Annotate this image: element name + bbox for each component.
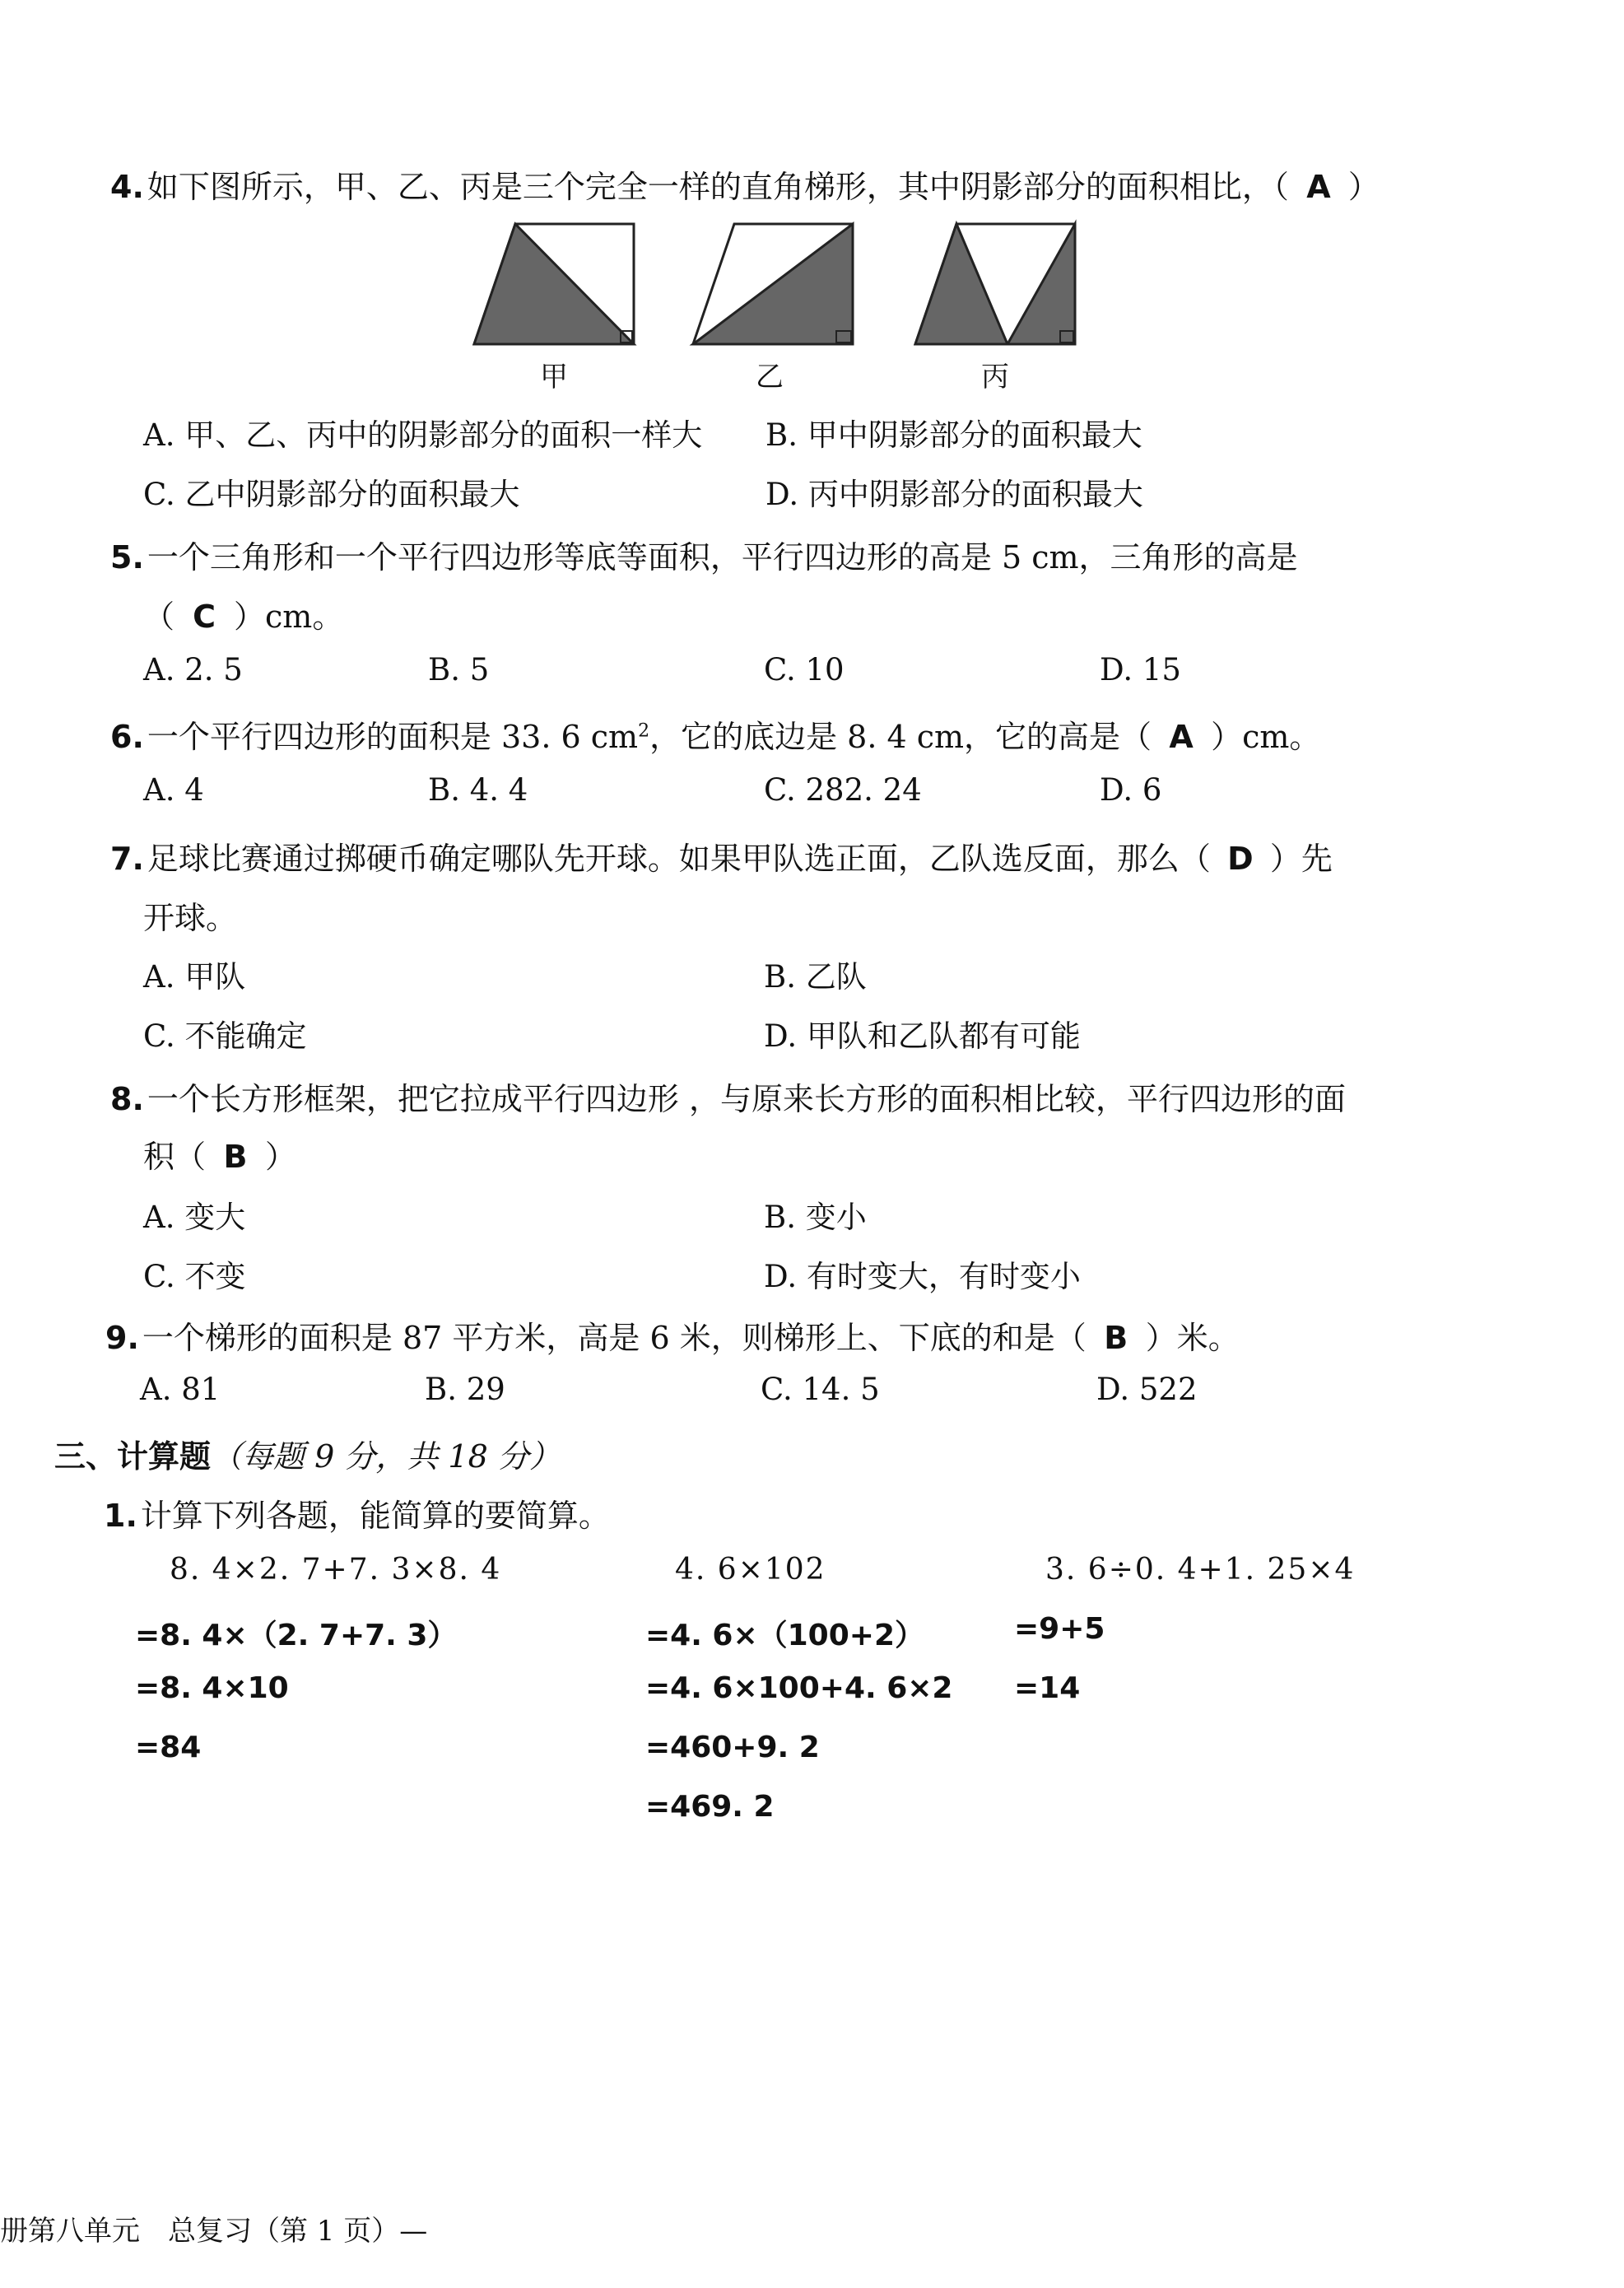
q7-option-c: C. 不能确定 — [143, 1018, 307, 1054]
q8-stem-line1: 8. 一个长方形框架，把它拉成平行四边形 ，与原来长方形的面积相比较，平行四边形的面 — [110, 1081, 1346, 1117]
calc-col1-step3: =84 — [135, 1731, 202, 1764]
calc-col2-step4: =469. 2 — [645, 1790, 775, 1824]
calc-col2-step2: =4. 6×100+4. 6×2 — [645, 1671, 953, 1705]
q6-stem: 6. 一个平行四边形的面积是 33. 6 $cm^2$，它的底边是 8. 4 cm，它的高是（ A ）cm。 — [110, 719, 1321, 755]
calc-number: 1. — [104, 1498, 137, 1534]
q8-option-c: C. 不变 — [143, 1259, 246, 1294]
q9-option-a: A. 81 — [140, 1372, 221, 1407]
q8-stem-line2: 积（ B ） — [143, 1139, 297, 1175]
q4-text: 如下图所示，甲、乙、丙是三个完全一样的直角梯形，其中阴影部分的面积相比， — [147, 169, 1273, 205]
q8-answer: B — [223, 1139, 248, 1175]
q6-number: 6. — [110, 719, 144, 755]
figure-label-jia: 甲 — [540, 361, 568, 394]
q8-option-a: A. 变大 — [143, 1200, 246, 1235]
q5-stem-line1: 5. 一个三角形和一个平行四边形等底等面积，平行四边形的高是 5 cm，三角形的高是 — [110, 539, 1298, 575]
q5-option-c: C. 10 — [764, 652, 845, 687]
q4-stem: 4. 如下图所示，甲、乙、丙是三个完全一样的直角梯形，其中阴影部分的面积相比，（ A ） — [110, 169, 1380, 205]
q4-option-d: D. 丙中阴影部分的面积最大 — [765, 477, 1143, 512]
q4-option-a: A. 甲、乙、丙中的阴影部分的面积一样大 — [143, 417, 703, 453]
calc-instruction: 1. 计算下列各题，能简算的要简算。 — [104, 1498, 610, 1534]
figure-bing — [915, 224, 1075, 344]
figure-yi — [693, 224, 853, 344]
section3-heading — [54, 1431, 561, 1476]
q6-option-a: A. 4 — [143, 772, 204, 808]
calc-col1-step1: =8. 4×（2. 7+7. 3） — [135, 1619, 458, 1652]
calc-col1-expr: 8. 4×2. 7+7. 3×8. 4 — [170, 1553, 502, 1587]
page-footer: 册第八单元 总复习（第 1 页）— — [0, 2215, 428, 2248]
q9-option-d: D. 522 — [1096, 1372, 1198, 1407]
q5-answer: C — [193, 599, 216, 635]
q9-option-b: B. 29 — [425, 1372, 505, 1407]
q5-option-d: D. 15 — [1100, 652, 1181, 687]
q7-answer: D — [1227, 841, 1254, 877]
q6-option-c: C. 282. 24 — [764, 772, 922, 808]
q4-option-b: B. 甲中阴影部分的面积最大 — [765, 417, 1142, 453]
q9-option-c: C. 14. 5 — [761, 1372, 880, 1407]
q4-answer: A — [1306, 169, 1331, 205]
q5-number: 5. — [110, 539, 144, 575]
calc-col2-step1: =4. 6×（100+2） — [645, 1619, 924, 1652]
section3-note: （每题 9 分，共 18 分） — [211, 1438, 561, 1475]
q6-option-d: D. 6 — [1100, 772, 1162, 808]
q5-stem-line2: （ C ）cm。 — [143, 599, 344, 635]
q9-stem: 9. 一个梯形的面积是 87 平方米，高是 6 米，则梯形上、下底的和是（ B ）米。 — [105, 1320, 1240, 1356]
q4-number: 4. — [110, 169, 144, 205]
q8-option-b: B. 变小 — [764, 1200, 867, 1235]
calc-col2-expr: 4. 6×102 — [675, 1553, 826, 1587]
q7-option-b: B. 乙队 — [764, 959, 867, 995]
calc-col3-step2: =14 — [1014, 1671, 1081, 1705]
q5-option-a: A. 2. 5 — [143, 652, 243, 687]
q6-answer: A — [1169, 719, 1194, 755]
calc-col3-step1: =9+5 — [1014, 1612, 1105, 1646]
calc-col3-expr: 3. 6÷0. 4+1. 25×4 — [1045, 1553, 1356, 1587]
q9-number: 9. — [105, 1320, 139, 1356]
q8-number: 8. — [110, 1081, 144, 1117]
q7-stem-line1: 7. 足球比赛通过掷硬币确定哪队先开球。如果甲队选正面，乙队选反面，那么（ D ）先 — [110, 841, 1333, 877]
q9-answer: B — [1104, 1320, 1128, 1356]
q7-option-a: A. 甲队 — [143, 959, 246, 995]
q4-option-c: C. 乙中阴影部分的面积最大 — [143, 477, 520, 512]
q7-option-d: D. 甲队和乙队都有可能 — [764, 1018, 1081, 1054]
q5-option-b: B. 5 — [428, 652, 490, 687]
q8-option-d: D. 有时变大，有时变小 — [764, 1259, 1081, 1294]
q6-option-b: B. 4. 4 — [428, 772, 528, 808]
figure-label-yi: 乙 — [756, 361, 784, 394]
q7-stem-line2: 开球。 — [143, 900, 238, 936]
calc-col2-step3: =460+9. 2 — [645, 1731, 820, 1764]
figure-jia — [474, 224, 634, 344]
q7-number: 7. — [110, 841, 144, 877]
calc-col1-step2: =8. 4×10 — [135, 1671, 289, 1705]
section3-title: 三、计算题 — [54, 1438, 212, 1475]
figure-label-bing: 丙 — [981, 361, 1009, 394]
